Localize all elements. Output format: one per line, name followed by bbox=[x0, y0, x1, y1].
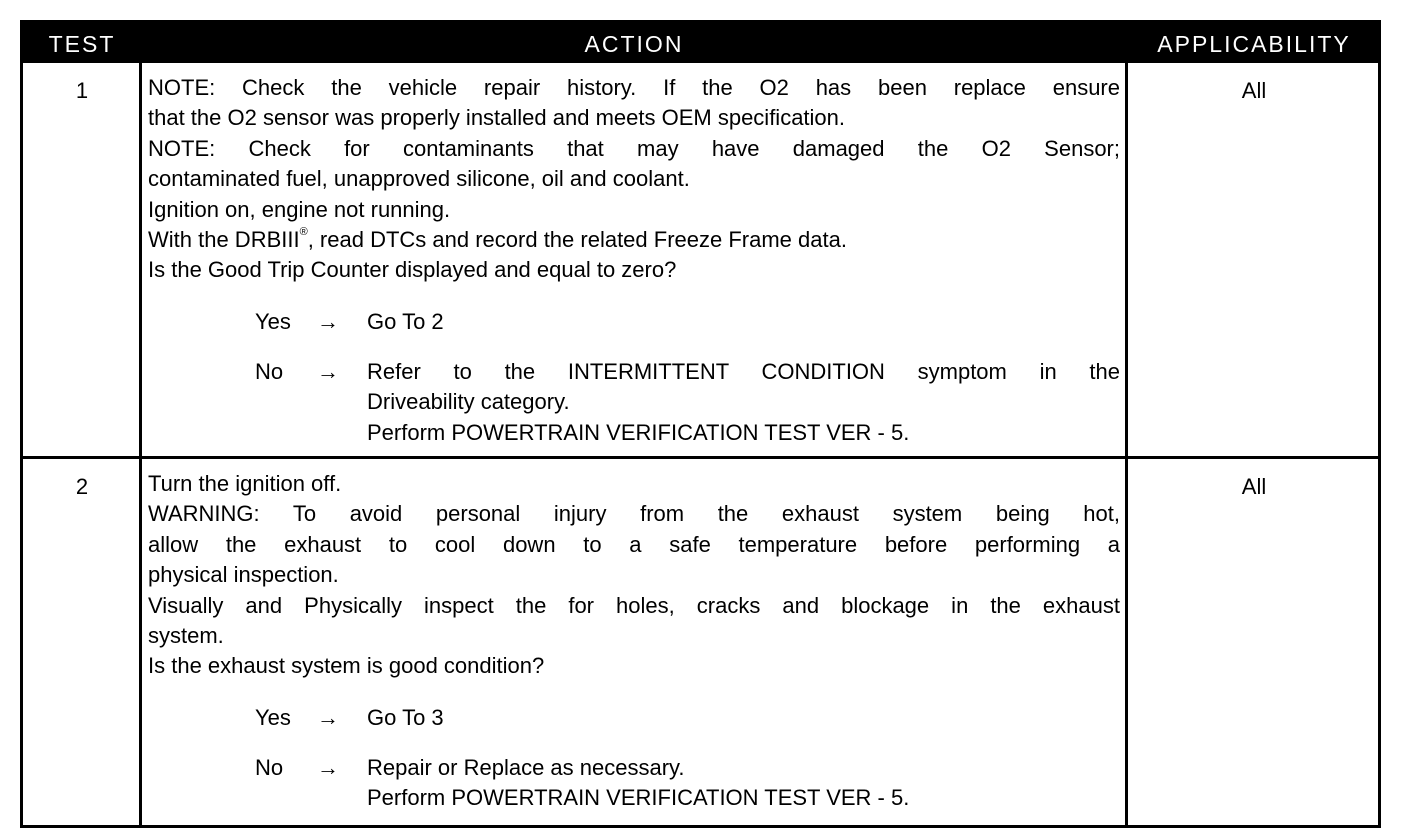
right-arrow-icon: → bbox=[317, 705, 339, 730]
action-line: NOTE: Check the vehicle repair history. If the O2 has been replace ensure bbox=[148, 75, 1120, 100]
header-applicability: APPLICABILITY bbox=[1157, 31, 1351, 57]
applicability-value: All bbox=[1241, 78, 1267, 103]
action-text bbox=[148, 469, 1120, 682]
test-number: 2 bbox=[75, 474, 89, 499]
diagnostic-test-table bbox=[20, 20, 1381, 828]
yes-label: Yes bbox=[255, 705, 291, 730]
action-line: that the O2 sensor was properly installed and meets OEM specification. bbox=[148, 105, 846, 131]
right-arrow-icon: → bbox=[317, 359, 339, 384]
table-header bbox=[23, 23, 1378, 63]
header-action: ACTION bbox=[584, 31, 684, 57]
action-line: Ignition on, engine not running. bbox=[148, 196, 451, 222]
applicability-value: All bbox=[1241, 474, 1267, 499]
row-divider bbox=[23, 456, 1378, 459]
action-line: With the DRBIII®, read DTCs and record the related Freeze Frame data. bbox=[148, 226, 847, 253]
action-line: NOTE: Check for contaminants that may have damaged the O2 Sensor; bbox=[148, 135, 1120, 161]
header-test: TEST bbox=[48, 31, 116, 57]
right-arrow-icon: → bbox=[317, 755, 339, 780]
action-line: Is the exhaust system is good condition? bbox=[148, 653, 545, 679]
action-line: system. bbox=[148, 623, 224, 649]
yes-text: Go To 3 bbox=[367, 705, 444, 730]
action-text bbox=[148, 73, 1120, 286]
test-number: 1 bbox=[75, 78, 89, 103]
no-text: Refer to the INTERMITTENT CONDITION symptom in the Driveability category. Perform POWERTRAIN VERIFICATION TEST VER - 5. bbox=[367, 359, 1120, 445]
column-divider bbox=[1125, 63, 1128, 825]
registered-mark: ® bbox=[299, 226, 308, 239]
yes-label: Yes bbox=[255, 309, 291, 334]
action-line: contaminated fuel, unapproved silicone, oil and coolant. bbox=[148, 166, 690, 192]
yes-text: Go To 2 bbox=[367, 309, 444, 334]
action-line: physical inspection. bbox=[148, 562, 339, 588]
action-line: WARNING: To avoid personal injury from the exhaust system being hot, bbox=[148, 501, 1120, 527]
action-line: Turn the ignition off. bbox=[148, 471, 342, 496]
action-line: Visually and Physically inspect the for holes, cracks and blockage in the exhaust bbox=[148, 592, 1120, 618]
no-text: Repair or Replace as necessary. Perform POWERTRAIN VERIFICATION TEST VER - 5. bbox=[367, 755, 910, 811]
action-line: Is the Good Trip Counter displayed and equal to zero? bbox=[148, 257, 677, 283]
no-label: No bbox=[255, 755, 284, 780]
action-line: allow the exhaust to cool down to a safe temperature before performing a bbox=[148, 531, 1120, 557]
column-divider bbox=[139, 63, 142, 825]
no-label: No bbox=[255, 359, 284, 384]
right-arrow-icon: → bbox=[317, 309, 339, 334]
